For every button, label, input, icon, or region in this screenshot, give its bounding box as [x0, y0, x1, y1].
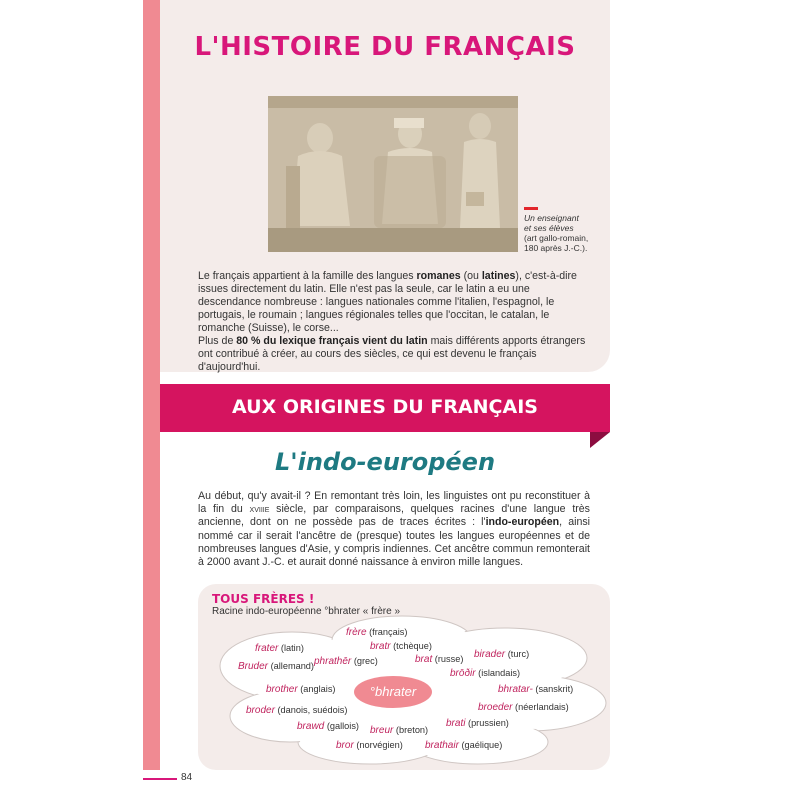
page-number: 84	[181, 772, 193, 783]
word-english: brother (anglais)	[266, 684, 336, 695]
word-french: frère (français)	[346, 627, 408, 638]
word-german: Bruder (allemand)	[238, 661, 314, 672]
page-number-rule	[143, 778, 177, 780]
word-czech: bratr (tchèque)	[370, 641, 432, 652]
image-caption: Un enseignant et ses élèves (art gallo-romain, 180 après J.-C.).	[524, 213, 589, 253]
word-danish-swedish: broder (danois, suédois)	[246, 705, 348, 716]
root-word-oval: °bhrater	[354, 676, 432, 708]
word-welsh: brawd (gallois)	[297, 721, 359, 732]
section-paragraph: Au début, qu'y avait-il ? En remontant très loin, les linguistes ont pu reconstituer à la fin du xviiie siècle, par comparaisons, quelques racines d'une langue très ancienne, dont on ne possède pas de traces écrites : l'indo-européen, ainsi nommé car il serait l'ancêtre de (presque) toutes les langues européennes et de nombreuses langues d'Asie, y compris indiennes. Cet ancêtre commun remonterait à 2000 avant J.-C. et aurait donné naissance à environ mille langues.	[198, 490, 590, 569]
word-turkish: birader (turc)	[474, 649, 530, 660]
page-title: L'HISTOIRE DU FRANÇAIS	[194, 32, 576, 62]
word-breton: breur (breton)	[370, 725, 429, 736]
word-icelandic: brōðir (islandais)	[450, 668, 521, 679]
word-latin: frater (latin)	[255, 643, 304, 654]
word-norwegian: bror (norvégien)	[336, 740, 403, 751]
box-subtitle: Racine indo-européenne °bhrater « frère »	[212, 606, 401, 617]
word-greek: phrathēr (grec)	[314, 656, 378, 667]
section-title: L'indo-européen	[274, 448, 496, 476]
word-sanskrit: bhratar- (sanskrit)	[498, 684, 574, 695]
banner-title: AUX ORIGINES DU FRANÇAIS	[232, 396, 538, 418]
word-prussian: brati (prussien)	[446, 718, 509, 729]
box-title: TOUS FRÈRES !	[212, 592, 315, 606]
word-dutch: broeder (néerlandais)	[478, 702, 569, 713]
intro-paragraph: Le français appartient à la famille des langues romanes (ou latines), c'est-à-dire issues directement du latin. Elle n'est pas la seule, car le latin a eu une descendance nombreuse : langues nationales comme l'italien, l'espagnol, le portugais, le roumain ; langues régionales telles que l'occitan, le catalan, le romanche (Suisse), le corse... Plus de 80 % du lexique français vient du latin mais différents apports étrangers ont contribué à créer, au cours des siècles, ce qui est devenu le français d'aujourd'hui.	[198, 270, 586, 373]
word-gaelic: brathair (gaélique)	[425, 740, 503, 751]
word-russian: brat (russe)	[415, 654, 464, 665]
